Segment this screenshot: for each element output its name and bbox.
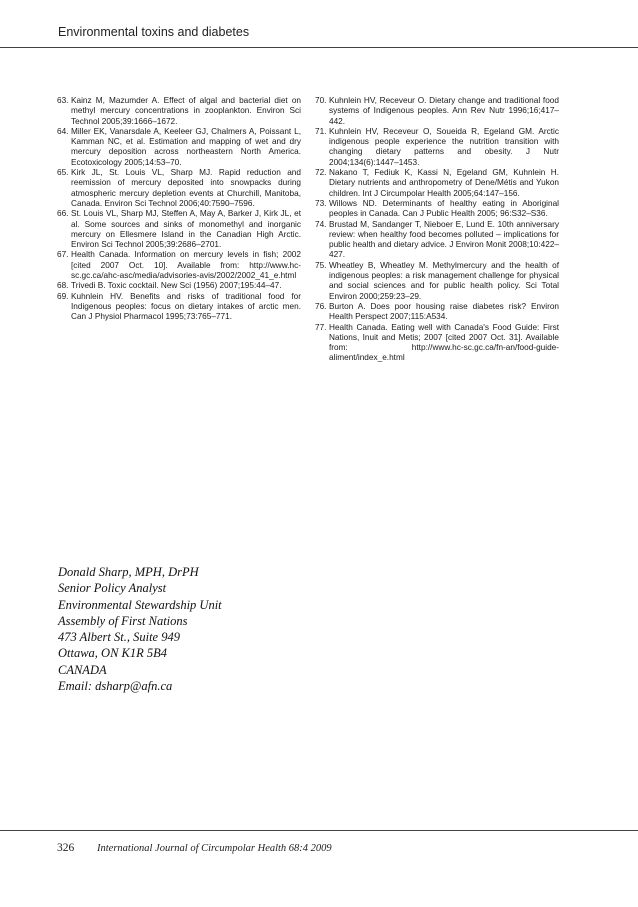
reference-number: 67. (57, 250, 69, 260)
reference-item (315, 302, 559, 323)
reference-text: Health Canada. Information on mercury levels in fish; 2002 [cited 2007 Oct. 10]. Available from: http://www.hc-sc.gc.ca/ahc-asc/media/advisories-avis/2002/2002_41_e.html (71, 250, 301, 281)
page-footer (57, 842, 332, 854)
reference-text: Kuhnlein HV, Receveur O, Soueida R, Egeland GM. Arctic indigenous people experience the nutrition transition with changing dietary patterns and obesity. J Nutr 2004;134(6):1447–1453. (329, 126, 559, 167)
reference-item (57, 292, 301, 323)
reference-item (57, 127, 301, 168)
author-name: Donald Sharp, MPH, DrPH (58, 565, 199, 579)
references-column-left (57, 96, 301, 323)
reference-item (315, 220, 559, 261)
author-organization: Assembly of First Nations (58, 613, 188, 628)
reference-item (57, 281, 301, 291)
reference-item (315, 127, 559, 168)
reference-text: Kainz M, Mazumder A. Effect of algal and bacterial diet on methyl mercury concentrations in zooplankton. Environ Sci Technol 2005;39:1666–1672. (71, 96, 301, 126)
reference-item (57, 209, 301, 250)
author-email: Email: dsharp@afn.ca (58, 679, 173, 694)
reference-item (315, 261, 559, 302)
reference-number: 70. (315, 96, 327, 105)
reference-text: Kirk JL, St. Louis VL, Sharp MJ. Rapid reduction and reemission of mercury deposited into snowpacks during atmospheric mercury depletion events at Churchill, Manitoba, Canada. Environ Sci Technol 2006;40:7590–7596. (71, 168, 301, 208)
footer-divider (0, 830, 638, 831)
reference-text: Nakano T, Fediuk K, Kassi N, Egeland GM, Kuhnlein H. Dietary nutrients and anthropometry of Dene/Métis and Yukon children. Int J Circumpolar Health 2005;64:147–156. (329, 168, 559, 198)
reference-item (315, 168, 559, 199)
reference-item (315, 199, 559, 220)
header-divider (0, 47, 638, 48)
reference-number: 74. (315, 219, 327, 229)
reference-text: Willows ND. Determinants of healthy eating in Aboriginal peoples in Canada. Can J Public Health 2005; 96:S32–S36. (329, 198, 559, 219)
reference-text: Miller EK, Vanarsdale A, Keeleer GJ, Chalmers A, Poissant L, Kamman NC, et al. Estimation and mapping of wet and dry mercury deposition across northeastern North America. Ecotoxicology 2005;14:53–70. (71, 126, 301, 167)
reference-text: Kuhnlein HV, Receveur O. Dietary change and traditional food systems of Indigenous peoples. Ann Rev Nutr 1996;16;417–442. (329, 96, 559, 126)
author-country: CANADA (58, 662, 107, 677)
reference-number: 64. (57, 126, 69, 136)
reference-text: Burton A. Does poor housing raise diabetes risk? Environ Health Perspect 2007;115:A534. (329, 301, 559, 322)
reference-text: St. Louis VL, Sharp MJ, Steffen A, May A, Barker J, Kirk JL, et al. Some sources and sinks of monomethyl and inorganic mercury on Ellesmere Island in the Canadian High Arctic. Environ Sci Technol 2005;39:2686–2701. (71, 209, 301, 250)
reference-text: Trivedi B. Toxic cocktail. New Sci (1956) 2007;195:44–47. (71, 281, 282, 291)
author-city: Ottawa, ON K1R 5B4 (58, 646, 168, 661)
author-street: 473 Albert St., Suite 949 (58, 630, 180, 645)
reference-item (315, 96, 559, 127)
reference-number: 73. (315, 198, 327, 208)
reference-number: 65. (57, 168, 69, 178)
reference-text: Kuhnlein HV. Benefits and risks of traditional food for Indigenous peoples: focus on dietary intakes of arctic men. Can J Physiol Pharmacol 1995;73:765–771. (71, 291, 301, 322)
references-column-right (315, 96, 559, 364)
author-unit: Environmental Stewardship Unit (58, 597, 222, 612)
reference-item (57, 96, 301, 127)
reference-item (57, 250, 301, 281)
reference-number: 77. (315, 322, 327, 332)
reference-number: 71. (315, 126, 327, 136)
reference-item (315, 323, 559, 364)
reference-number: 66. (57, 209, 69, 219)
author-address-block (58, 564, 222, 694)
reference-text: Health Canada. Eating well with Canada's Food Guide: First Nations, Inuit and Metis; 2007 [cited 2007 Oct. 31]. Available from: http://www.hc-sc.gc.ca/fn-an/food-guide-aliment/index_e.html (329, 322, 559, 363)
author-title: Senior Policy Analyst (58, 581, 167, 596)
page-number: 326 (57, 842, 75, 854)
reference-text: Wheatley B, Wheatley M. Methylmercury and the health of indigenous peoples: a risk management challenge for physical and social sciences and for public health policy. Sci Total Environ 2000;259:23–29. (329, 260, 559, 301)
reference-number: 68. (57, 281, 69, 291)
reference-number: 63. (57, 96, 69, 105)
reference-number: 69. (57, 291, 69, 301)
reference-number: 72. (315, 168, 327, 178)
reference-number: 75. (315, 260, 327, 270)
running-title: Environmental toxins and diabetes (58, 25, 250, 39)
reference-number: 76. (315, 301, 327, 311)
reference-item (57, 168, 301, 209)
journal-citation: International Journal of Circumpolar Health 68:4 2009 (97, 843, 332, 854)
reference-text: Brustad M, Sandanger T, Nieboer E, Lund E. 10th anniversary review: when healthy food becomes polluted – implications for public health and dietary advice. J Environ Monit 2008;10:422–427. (329, 219, 559, 260)
